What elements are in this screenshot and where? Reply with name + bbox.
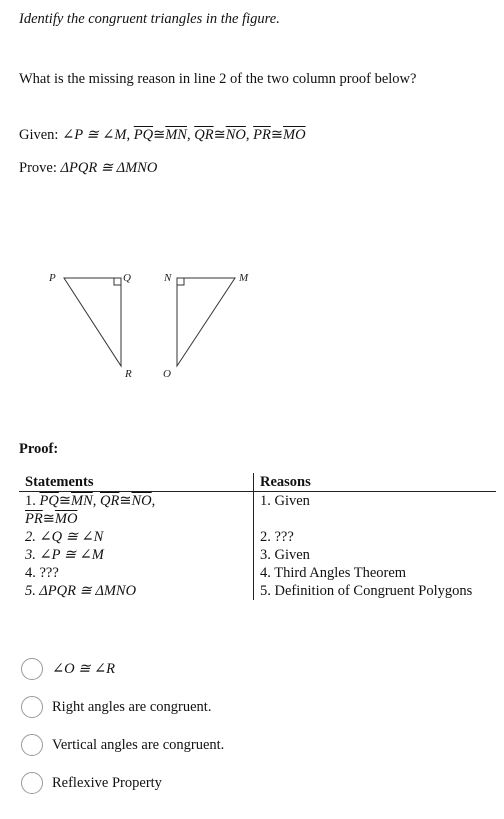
cong-symbol: ≅ [270, 127, 283, 143]
triangles-figure [0, 260, 300, 390]
radio-button[interactable] [21, 734, 43, 756]
seg-pq: $\overline{PQ}$ [133, 127, 154, 143]
seg-pr: $\overline{PR}$ [253, 127, 271, 143]
reason-cell: 5. Definition of Congruent Polygons [260, 583, 473, 599]
choice-option[interactable] [21, 733, 224, 757]
sep: , [126, 127, 131, 143]
statement-cell: 3. ∠P ≅ ∠M [19, 546, 254, 564]
seg-mn: $\overline{MN}$ [165, 127, 187, 143]
given-line [19, 127, 306, 144]
seg-qr: $\overline{QR}$ [100, 493, 120, 509]
seg-mn: $\overline{MN}$ [71, 493, 93, 509]
reasons-header: Reasons [254, 473, 497, 492]
proof-row [19, 582, 496, 600]
proof-row [19, 546, 496, 564]
statement-cell [19, 492, 254, 529]
choice-option[interactable] [21, 771, 162, 795]
seg-mo: $\overline{MO}$ [54, 511, 78, 527]
proof-title: Proof: [19, 441, 59, 457]
sep: , [186, 127, 191, 143]
seg-qr: $\overline{QR}$ [194, 127, 214, 143]
sep: , [92, 493, 97, 509]
label-q: Q [123, 272, 131, 284]
prove-statement: ΔPQR ≅ ΔMNO [60, 160, 158, 176]
cong-symbol: ≅ [213, 127, 226, 143]
right-angle-n-marker [177, 278, 184, 285]
statement-cell: 5. ΔPQR ≅ ΔMNO [19, 582, 254, 600]
row-number: 1. [25, 493, 36, 509]
question-text: What is the missing reason in line 2 of the two column proof below? [19, 71, 417, 87]
reason-cell: 1. Given [260, 493, 310, 509]
radio-button[interactable] [21, 658, 43, 680]
seg-pr: $\overline{PR}$ [25, 511, 43, 527]
radio-button[interactable] [21, 772, 43, 794]
right-angle-q-marker [114, 278, 121, 285]
seg-no: $\overline{NO}$ [225, 127, 246, 143]
proof-row [19, 492, 496, 529]
choice-label: ∠O ≅ ∠R [52, 660, 116, 677]
statement-cell: 2. ∠Q ≅ ∠N [19, 528, 254, 546]
seg-pq: $\overline{PQ}$ [39, 493, 59, 509]
seg-mo: $\overline{MO}$ [283, 127, 306, 143]
label-m: M [239, 272, 249, 284]
given-label: Given: [19, 127, 59, 143]
radio-button[interactable] [21, 696, 43, 718]
prove-line [19, 160, 157, 177]
reason-cell: 4. Third Angles Theorem [260, 565, 407, 581]
seg-no: $\overline{NO}$ [131, 493, 152, 509]
choice-label: Right angles are congruent. [52, 698, 212, 715]
label-r: R [125, 368, 132, 380]
reason-cell: 3. Given [260, 547, 310, 563]
prove-label: Prove: [19, 160, 57, 176]
label-o: O [163, 368, 171, 380]
triangle-pqr [64, 278, 121, 366]
cong-symbol: ≅ [58, 493, 71, 509]
choice-option[interactable] [21, 657, 115, 681]
cong-symbol: ≅ [119, 493, 132, 509]
sep: , [151, 493, 156, 509]
cong-symbol: ≅ [42, 511, 55, 527]
statement-cell: 4. ??? [19, 564, 254, 582]
choice-option[interactable] [21, 695, 211, 719]
label-n: N [164, 272, 172, 284]
label-p: P [49, 272, 56, 284]
given-angle: ∠P ≅ ∠M [62, 127, 127, 143]
cong-symbol: ≅ [153, 127, 166, 143]
proof-row [19, 564, 496, 582]
choice-label: Reflexive Property [52, 774, 162, 791]
statements-header: Statements [19, 473, 254, 492]
proof-row [19, 528, 496, 546]
reason-cell: 2. ??? [260, 529, 294, 545]
triangle-nmo [177, 278, 235, 366]
proof-table [19, 473, 496, 600]
choice-label: Vertical angles are congruent. [52, 736, 225, 753]
sep: , [245, 127, 250, 143]
instruction-text: Identify the congruent triangles in the figure. [19, 11, 280, 27]
